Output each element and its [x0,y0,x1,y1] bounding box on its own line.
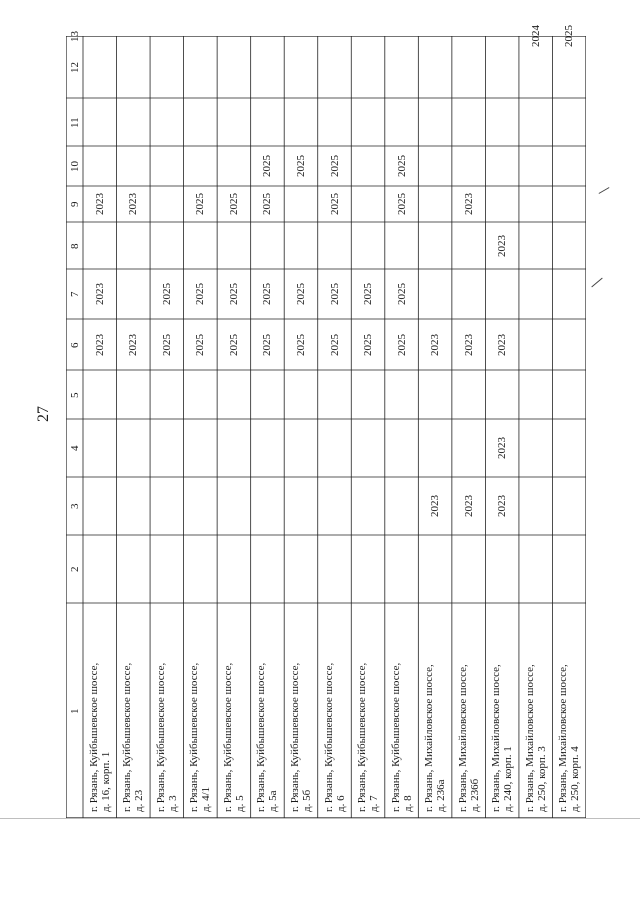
table-cell: 2023 [496,234,509,257]
column-header: 4 [68,445,81,451]
column-header: 13 [68,30,81,42]
address-line: г. Рязань, Куйбышевское шоссе, [188,662,201,812]
address-line: г. Рязань, Михайловское шоссе, [456,664,469,812]
table-cell: 2023 [462,193,475,215]
address-line: г. Рязань, Куйбышевское шоссе, [288,662,301,812]
rotated-table [66,25,586,818]
address-line: д. 23 [133,789,146,812]
table-cell: 2023 [429,333,442,356]
table-cell: 2025 [261,333,274,356]
scan-mark [0,818,640,819]
table-cell: 2023 [93,333,106,356]
address-line: д. 4/1 [200,786,213,812]
address-line: д. 5а [267,790,280,812]
table-cell: 2025 [395,155,408,177]
address-line: г. Рязань, Куйбышевское шоссе, [154,662,167,812]
address-line: д. 3 [166,795,179,812]
table-cell: 2025 [294,155,307,177]
table-cell: 2025 [194,333,207,356]
address-line: д. 6 [334,795,347,812]
table-cell: 2025 [194,283,207,305]
scan-mark [599,187,610,194]
table-cell: 2025 [227,333,240,356]
column-header: 1 [68,708,81,714]
address-line: д. 7 [368,795,381,812]
table-cell: 2024 [529,25,542,47]
address-line: г. Рязань, Куйбышевское шоссе, [221,662,234,812]
address-line: д. 5 [233,795,246,812]
table-cell: 2025 [160,283,173,305]
address-line: г. Рязань, Михайловское шоссе, [557,664,570,812]
address-line: г. Рязань, Михайловское шоссе, [523,664,536,812]
column-header: 9 [68,201,81,207]
column-header: 10 [68,160,81,172]
table-cell: 2025 [261,193,274,215]
table-cell: 2025 [395,283,408,305]
address-line: д. 236б [468,778,481,812]
table-cell: 2023 [462,495,475,517]
column-header: 12 [68,61,81,73]
table-cell: 2023 [127,193,140,215]
address-line: г. Рязань, Куйбышевское шоссе, [356,662,369,812]
address-line: д. 250, корп. 3 [535,746,548,812]
table-cell: 2025 [362,333,375,356]
column-header: 7 [68,291,81,297]
table-cell: 2023 [462,333,475,356]
table-cell: 2025 [328,333,341,356]
address-line: д. 250, корп. 4 [569,746,582,812]
column-header: 3 [68,503,81,509]
address-line: г. Рязань, Куйбышевское шоссе, [255,662,268,812]
table-cell: 2025 [328,283,341,305]
table-cell: 2025 [294,283,307,305]
address-line: д. 5б [300,789,313,812]
address-line: г. Рязань, Куйбышевское шоссе, [87,662,100,812]
table-cell: 2023 [496,437,509,459]
table-cell: 2025 [362,283,375,305]
address-line: д. 236а [435,779,448,812]
table-cell: 2025 [160,333,173,356]
column-header: 8 [68,243,81,249]
address-line: д. 16, корп. 1 [99,751,112,812]
table-cell: 2025 [194,193,207,215]
address-line: г. Рязань, Куйбышевское шоссе, [389,662,402,812]
table-cell: 2025 [294,333,307,356]
table-cell: 2023 [496,495,509,517]
table-cell: 2025 [328,193,341,215]
table-cell: 2023 [429,495,442,517]
table-cell: 2025 [395,193,408,215]
table-cell: 2025 [395,333,408,356]
table-cell: 2023 [93,283,106,305]
scan-mark [591,278,602,288]
page-number: 27 [35,406,52,422]
table-cell: 2025 [328,155,341,177]
table-cell: 2023 [496,333,509,356]
column-header: 5 [68,392,81,398]
column-header: 11 [68,116,81,128]
table-cell: 2025 [563,25,576,47]
column-header: 6 [68,342,81,348]
address-line: д. 240, корп. 1 [502,746,515,812]
address-line: г. Рязань, Куйбышевское шоссе, [121,662,134,812]
address-line: г. Рязань, Михайловское шоссе, [423,664,436,812]
address-line: д. 8 [401,795,414,812]
table-cell: 2025 [227,283,240,305]
table-cell: 2025 [227,193,240,215]
table-cell: 2025 [261,155,274,177]
column-header: 2 [68,566,81,572]
address-line: г. Рязань, Куйбышевское шоссе, [322,662,335,812]
table-cell: 2025 [261,283,274,305]
table-cell: 2023 [127,333,140,356]
address-line: г. Рязань, Михайловское шоссе, [490,664,503,812]
table-cell: 2023 [93,193,106,215]
